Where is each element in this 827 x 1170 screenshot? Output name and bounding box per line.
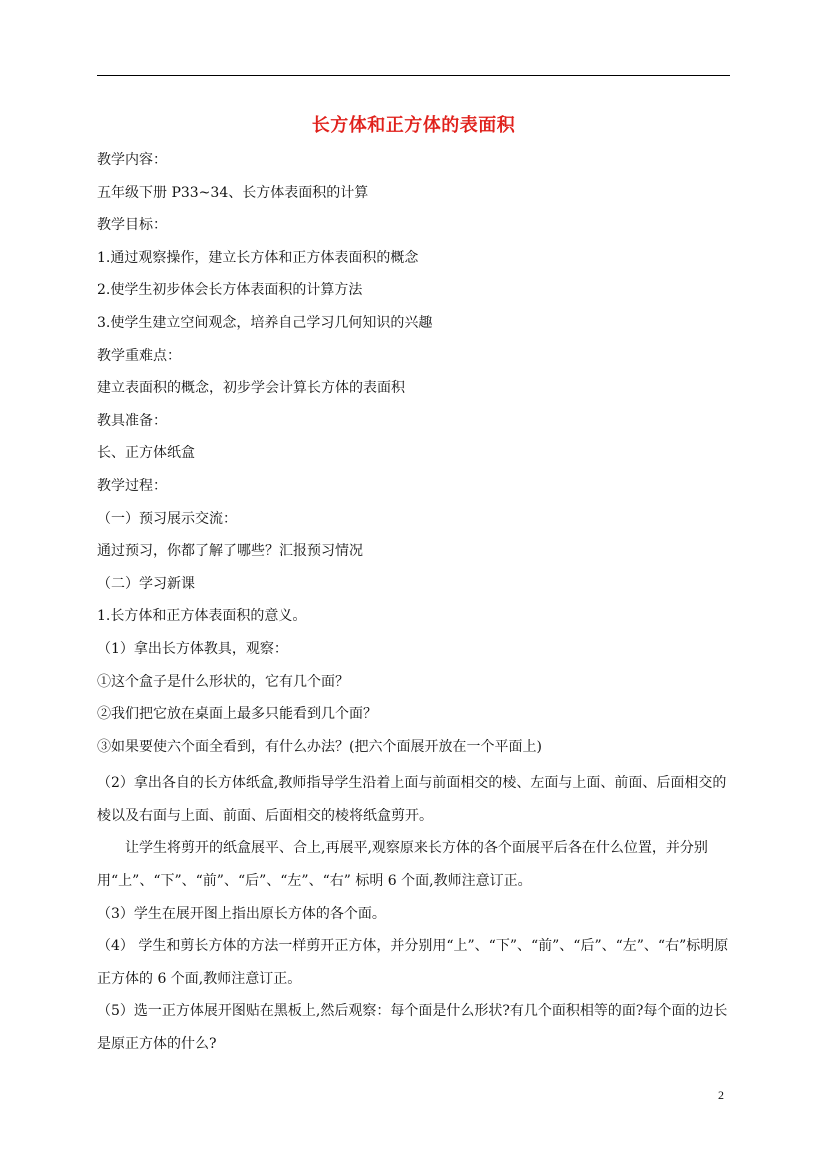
text-line: 建立表面积的概念，初步学会计算长方体的表面积	[97, 380, 405, 397]
text-line: 1.通过观察操作，建立长方体和正方体表面积的概念	[97, 249, 419, 266]
text-line: （二）学习新课	[97, 575, 195, 592]
section-label: 教具准备：	[97, 412, 167, 429]
paragraph: 让学生将剪开的纸盒展平、合上,再展平,观察原来长方体的各个面展平后各在什么位置，并分别用“上”、“下”、“前”、“后”、“左”、“右” 标明 6 个面,教师注意订正。	[97, 840, 708, 890]
section-label: 教学内容：	[97, 152, 167, 168]
text-line: 3.使学生建立空间观念，培养自己学习几何知识的兴趣	[97, 314, 433, 331]
document-body	[97, 148, 733, 1061]
header-rule	[97, 75, 730, 76]
text-line: ①这个盒子是什么形状的，它有几个面？	[97, 673, 349, 690]
text-line: （1）拿出长方体教具，观察：	[97, 640, 288, 657]
text-line: ②我们把它放在桌面上最多只能看到几个面？	[97, 706, 377, 723]
text-line: 通过预习，你都了解了哪些？汇报预习情况	[97, 543, 363, 560]
paragraph: （2）拿出各自的长方体纸盒,教师指导学生沿着上面与前面相交的棱、左面与上面、前面、后面相交的棱以及右面与上面、前面、后面相交的棱将纸盒剪开。	[97, 775, 727, 824]
paragraph: （4） 学生和剪长方体的方法一样剪开正方体，并分别用“上”、“下”、“前”、“后”、“左”、“右”标明原正方体的 6 个面,教师注意订正。	[97, 938, 729, 987]
text-line: 长、正方体纸盒	[97, 445, 195, 462]
page-number: 2	[718, 1088, 724, 1102]
text-line: 2.使学生初步体会长方体表面积的计算方法	[97, 282, 363, 299]
section-label: 教学重难点：	[97, 347, 181, 364]
section-label: 教学目标：	[97, 217, 167, 234]
section-label: 教学过程：	[97, 477, 167, 494]
document-title: 长方体和正方体的表面积	[311, 115, 516, 136]
text-line: （一）预习展示交流：	[97, 510, 237, 527]
paragraph: （5）选一正方体展开图贴在黑板上,然后观察：每个面是什么形状?有几个面积相等的面?每个面的边长是原正方体的什么?	[97, 1003, 728, 1053]
text-line: 1.长方体和正方体表面积的意义。	[97, 608, 307, 625]
paragraph: （3）学生在展开图上指出原长方体的各个面。	[97, 905, 386, 922]
text-line: ③如果要使六个面全看到，有什么办法？(把六个面展开放在一个平面上)	[97, 738, 542, 755]
text-line: 五年级下册 P33~34、长方体表面积的计算	[97, 184, 369, 201]
